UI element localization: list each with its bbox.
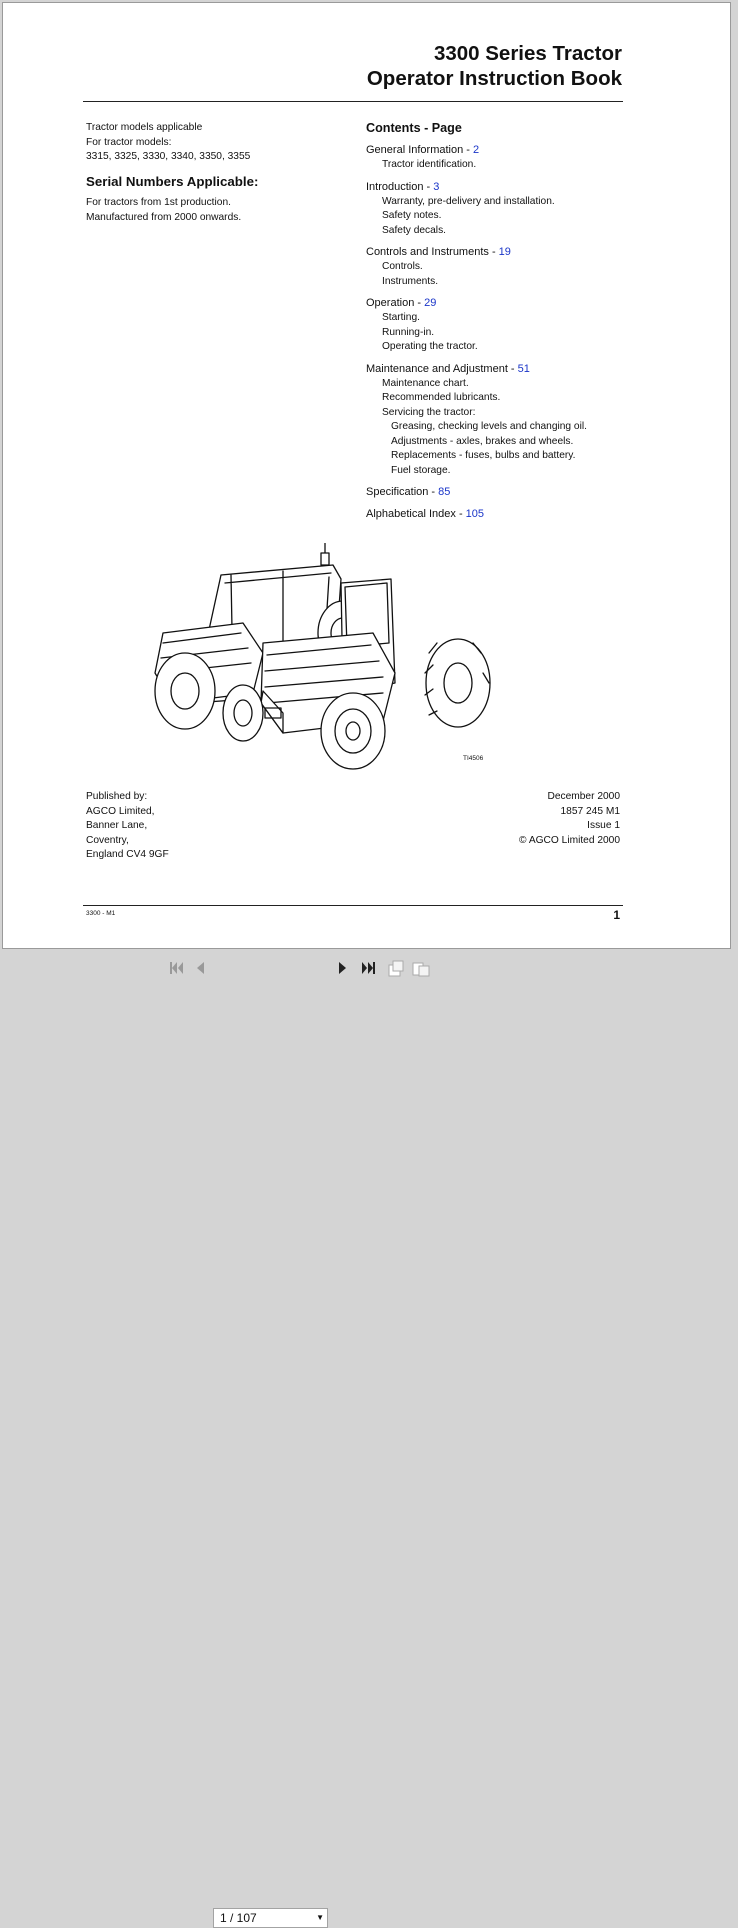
contents-item: Warranty, pre-delivery and installation.: [382, 195, 555, 207]
contents-item: Safety notes.: [382, 210, 442, 221]
part-number: 1857 245 M1: [560, 805, 620, 817]
contents-section-heading: [366, 296, 626, 311]
contents-item: Tractor identification.: [382, 159, 477, 170]
publisher-line: England CV4 9GF: [86, 849, 169, 860]
chevron-down-icon[interactable]: ▼: [316, 1913, 324, 1922]
section-page-link[interactable]: 85: [438, 486, 451, 498]
fit-width-icon[interactable]: [412, 960, 430, 978]
serial-heading: Serial Numbers Applicable:: [86, 174, 259, 189]
section-page-link[interactable]: 105: [465, 508, 485, 520]
header-rule: [83, 101, 623, 102]
section-label: General Information -: [366, 144, 473, 156]
publisher-line: Coventry,: [86, 834, 129, 846]
contents-section-heading: [366, 245, 626, 260]
first-page-icon[interactable]: [170, 960, 184, 976]
tractor-illustration: [133, 543, 493, 778]
applicability-block: [86, 121, 250, 165]
section-label: Specification -: [366, 486, 439, 498]
contents-section-heading: [366, 180, 626, 195]
contents-section: [366, 296, 626, 355]
next-page-icon[interactable]: [338, 960, 348, 976]
contents-item: Starting.: [382, 312, 420, 323]
figure-reference: TI4506: [463, 755, 484, 762]
contents-item: Controls.: [382, 261, 423, 272]
section-label: Maintenance and Adjustment -: [366, 362, 518, 375]
pdf-viewer-toolbar: [0, 950, 738, 1925]
serial-block: [86, 196, 241, 225]
contents-item: Running-in.: [382, 326, 435, 338]
page-number-field[interactable]: [213, 1908, 328, 1928]
contents-subitem: Greasing, checking levels and changing oil.: [391, 421, 587, 432]
publisher-block: [86, 790, 169, 863]
contents-section: [366, 245, 626, 289]
section-page-link[interactable]: 51: [517, 362, 530, 375]
copyright: © AGCO Limited 2000: [519, 834, 620, 846]
fit-page-icon[interactable]: [387, 960, 405, 978]
serial-line: For tractors from 1st production.: [86, 197, 231, 208]
contents-subitem: Replacements - fuses, bulbs and battery.: [391, 450, 576, 461]
applicability-line: For tractor models:: [86, 136, 172, 148]
contents-section: [366, 362, 626, 479]
contents-item: Recommended lubricants.: [382, 392, 501, 403]
document-title-line1: 3300 Series Tractor: [433, 42, 622, 65]
contents-item: Instruments.: [382, 275, 439, 287]
section-page-link[interactable]: 2: [473, 144, 480, 156]
contents-item: Operating the tractor.: [382, 341, 478, 352]
section-label: Controls and Instruments -: [366, 246, 499, 258]
issue-block: [519, 790, 620, 848]
section-label: Alphabetical Index -: [366, 508, 466, 520]
contents-section: [366, 507, 626, 522]
contents-item: Maintenance chart.: [382, 377, 469, 389]
publisher-line: AGCO Limited,: [86, 805, 155, 817]
section-label: Operation -: [366, 297, 425, 309]
contents-subitem: Adjustments - axles, brakes and wheels.: [391, 435, 574, 447]
page-number-value: 1 / 107: [220, 1911, 257, 1925]
section-page-link[interactable]: 3: [433, 180, 440, 193]
issue-number: Issue 1: [587, 820, 620, 831]
contents-section-heading: [366, 143, 626, 158]
contents-item: Servicing the tractor:: [382, 406, 476, 418]
contents-section: [366, 485, 626, 500]
footer-rule: [83, 905, 623, 906]
contents-section: [366, 143, 626, 173]
model-list: 3315, 3325, 3330, 3340, 3350, 3355: [86, 151, 251, 162]
publisher-line: Banner Lane,: [86, 820, 148, 831]
section-page-link[interactable]: 19: [498, 246, 511, 258]
contents-section-heading: [366, 507, 626, 522]
contents: [366, 121, 626, 529]
serial-line: Manufactured from 2000 onwards.: [86, 211, 242, 223]
contents-title: Contents - Page: [366, 121, 462, 135]
page-number: 1: [613, 908, 620, 922]
contents-section: [366, 180, 626, 239]
publisher-line: Published by:: [86, 791, 148, 802]
previous-page-icon[interactable]: [195, 960, 205, 976]
contents-section-heading: [366, 485, 626, 500]
applicability-line: Tractor models applicable: [86, 122, 203, 133]
section-page-link[interactable]: 29: [424, 297, 437, 309]
contents-subitem: Fuel storage.: [391, 464, 451, 476]
footer-reference: 3300 - M1: [86, 910, 116, 917]
issue-date: December 2000: [547, 791, 620, 802]
document-page: [2, 2, 731, 949]
section-label: Introduction -: [366, 180, 434, 193]
last-page-icon[interactable]: [361, 960, 375, 976]
contents-section-heading: [366, 362, 626, 377]
document-title-line2: Operator Instruction Book: [366, 67, 622, 90]
contents-sections: [366, 143, 626, 522]
contents-item: Safety decals.: [382, 224, 446, 236]
